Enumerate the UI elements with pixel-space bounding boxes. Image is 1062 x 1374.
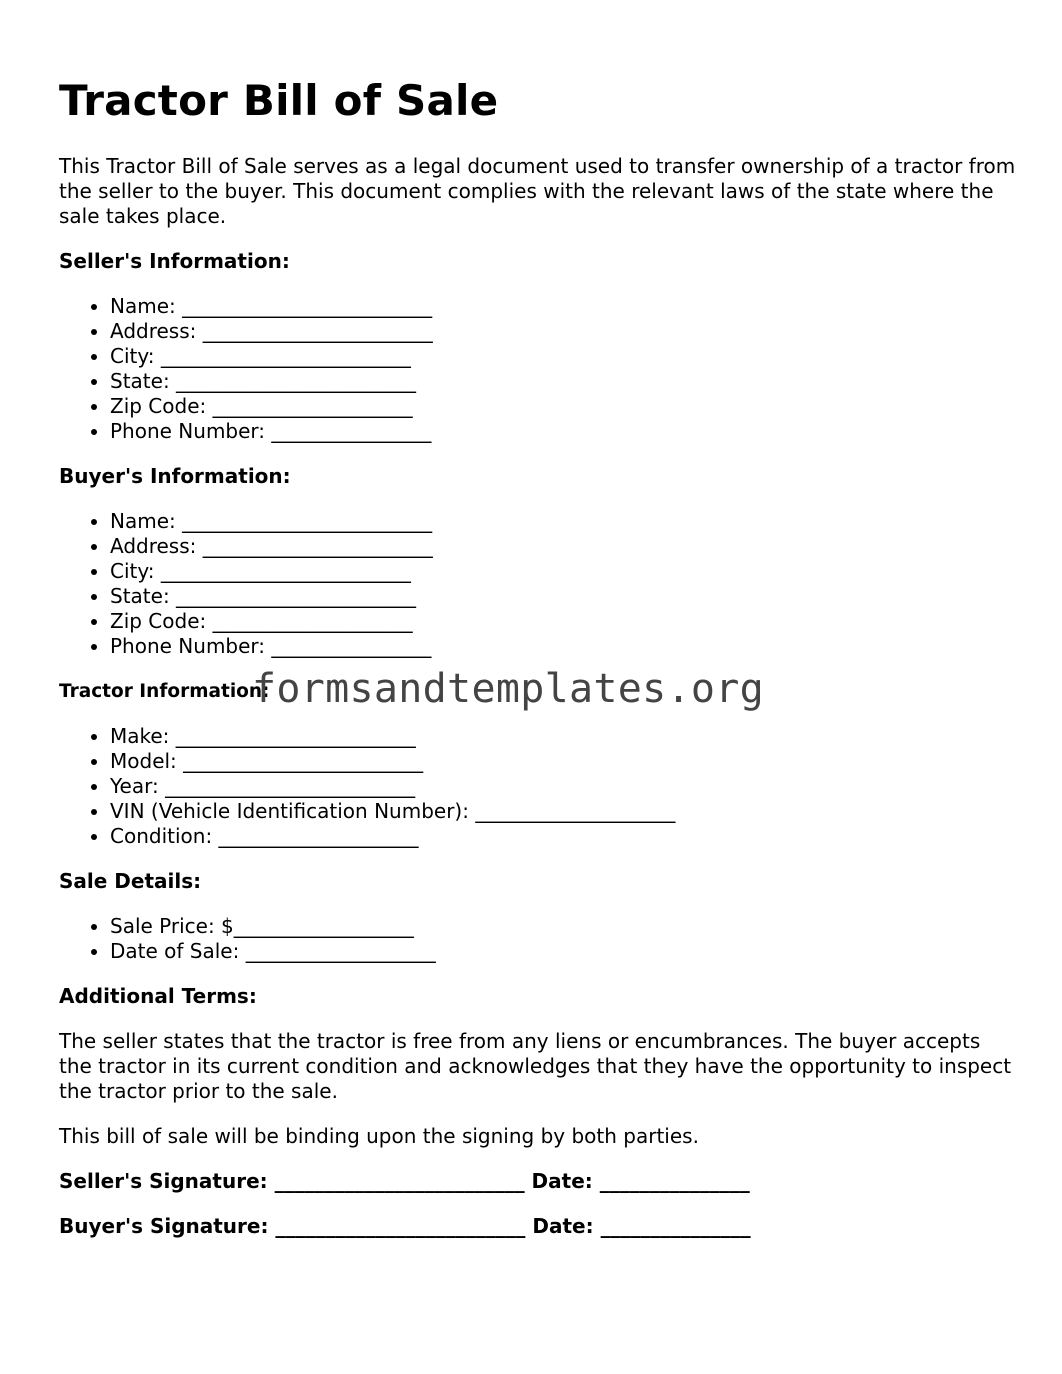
sale-price-field: • Sale Price: $__________________ bbox=[110, 914, 1019, 939]
tractor-condition-field: • Condition: ____________________ bbox=[110, 824, 1019, 849]
buyer-fields-list bbox=[59, 509, 1019, 659]
tractor-fields-list bbox=[59, 724, 1019, 849]
buyer-city-field: • City: _________________________ bbox=[110, 559, 1019, 584]
buyer-heading: Buyer's Information: bbox=[59, 464, 291, 488]
seller-zip-field: • Zip Code: ____________________ bbox=[110, 394, 1019, 419]
seller-address-field: • Address: _______________________ bbox=[110, 319, 1019, 344]
seller-city-field: • City: _________________________ bbox=[110, 344, 1019, 369]
buyer-address-field: • Address: _______________________ bbox=[110, 534, 1019, 559]
tractor-model-field: • Model: ________________________ bbox=[110, 749, 1019, 774]
document-title: Tractor Bill of Sale bbox=[59, 76, 499, 125]
seller-name-field: • Name: _________________________ bbox=[110, 294, 1019, 319]
buyer-zip-field: • Zip Code: ____________________ bbox=[110, 609, 1019, 634]
seller-heading: Seller's Information: bbox=[59, 249, 290, 273]
intro-paragraph: This Tractor Bill of Sale serves as a legal document used to transfer ownership of a tractor from the seller to the buyer. This document complies with the relevant laws of the state where the sale takes place. bbox=[59, 154, 1016, 228]
seller-fields-list bbox=[59, 294, 1019, 444]
seller-phone-field: • Phone Number: ________________ bbox=[110, 419, 1019, 444]
binding-paragraph: This bill of sale will be binding upon the signing by both parties. bbox=[59, 1124, 699, 1148]
seller-state-field: • State: ________________________ bbox=[110, 369, 1019, 394]
terms-heading: Additional Terms: bbox=[59, 984, 257, 1008]
tractor-year-field: • Year: _________________________ bbox=[110, 774, 1019, 799]
buyer-signature-line: Buyer's Signature: _________________________ Date: _______________ bbox=[59, 1214, 751, 1238]
buyer-phone-field: • Phone Number: ________________ bbox=[110, 634, 1019, 659]
buyer-state-field: • State: ________________________ bbox=[110, 584, 1019, 609]
seller-signature-line: Seller's Signature: _________________________ Date: _______________ bbox=[59, 1169, 750, 1193]
watermark-text: formsandtemplates.org bbox=[252, 666, 765, 712]
tractor-heading: Tractor Information: bbox=[59, 681, 270, 702]
buyer-name-field: • Name: _________________________ bbox=[110, 509, 1019, 534]
document-page bbox=[59, 74, 1019, 1239]
terms-paragraph: The seller states that the tractor is free from any liens or encumbrances. The buyer accepts the tractor in its current condition and acknowledges that they have the opportunity to inspect the tractor prior to the sale. bbox=[59, 1029, 1012, 1103]
sale-heading: Sale Details: bbox=[59, 869, 202, 893]
sale-date-field: • Date of Sale: ___________________ bbox=[110, 939, 1019, 964]
tractor-vin-field: • VIN (Vehicle Identification Number): ____________________ bbox=[110, 799, 1019, 824]
tractor-make-field: • Make: ________________________ bbox=[110, 724, 1019, 749]
sale-fields-list bbox=[59, 914, 1019, 964]
